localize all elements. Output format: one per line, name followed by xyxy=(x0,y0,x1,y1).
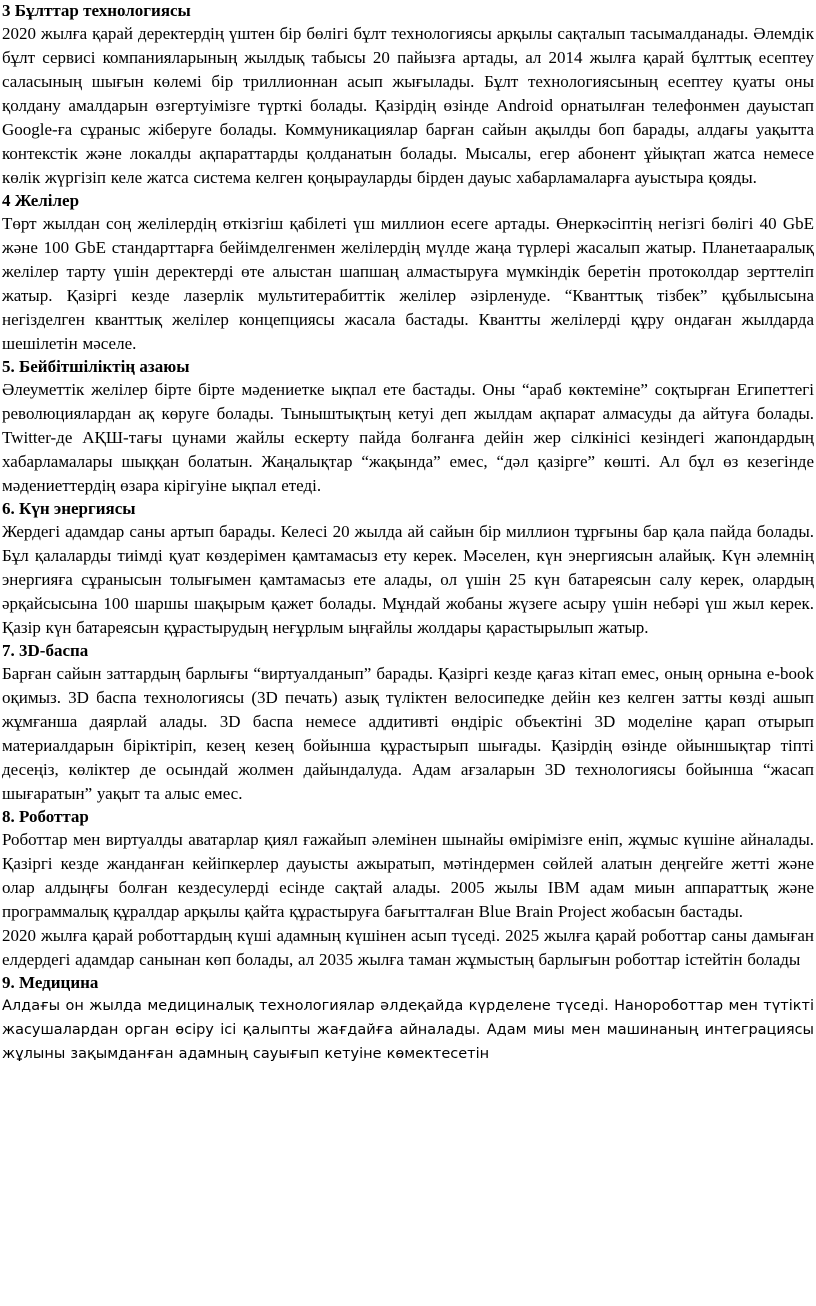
section-paragraph: Әлеуметтік желілер бірте бірте мәдениетке ықпал ете бастады. Оны “араб көктеміне” соқтырған Египеттегі революциялардан ақ көруге болады. Тыныштықтың кетуі деп жылдам ақпарат алмасуды да айтуға болады. Twitter-де АҚШ-тағы цунами жайлы ескерту пайда болғанға дейін жер сілкінісі кезіндегі жапондардың хабарламалары шыққан болатын. Жаңалықтар “жақында” емес, “дәл қазірге” көшті. Ал бұл өз кезегінде мәдениеттердің өзара кірігуіне ықпал етеді. xyxy=(2,380,814,495)
section-title: 5. Бейбітшіліктің азаюы xyxy=(2,357,190,376)
section-title: 7. 3D-баспа xyxy=(2,641,89,660)
section-decline-of-peace xyxy=(2,356,814,498)
section-paragraph: 2020 жылға қарай роботтардың күші адамның күшінен асып түседі. 2025 жылға қарай роботтар саны дамыған елдердегі адамдар санынан көп болады, ал 2035 жылға таман жұмыстың барлығын роботтар істейтін болады xyxy=(2,926,814,969)
section-title: 4 Желілер xyxy=(2,191,80,210)
section-paragraph: Жердегі адамдар саны артып барады. Келесі 20 жылда ай сайын бір миллион тұрғыны бар қала пайда болады. Бұл қалаларды тиімді қуат көздерімен қамтамасыз ету керек. Мәселен, күн энергиясын алайық. Күн әлемнің энергияға сұранысын толығымен қамтамасыз ете алады, ол үшін 25 күн батареясын салу керек, олардың әрқайсысына 100 шаршы шақырым қажет болады. Мұндай жобаны жүзеге асыру үшін небәрі үш жыл керек. Қазір күн батареясын құрастырудың неғұрлым ыңғайлы жолдары қарастырылып жатыр. xyxy=(2,522,814,637)
section-solar-energy xyxy=(2,498,814,640)
section-networks xyxy=(2,190,814,356)
section-title: 3 Бұлттар технологиясы xyxy=(2,1,191,20)
section-medicine xyxy=(2,972,814,1066)
section-title: 8. Роботтар xyxy=(2,807,89,826)
section-3d-printing xyxy=(2,640,814,806)
section-paragraph: Алдағы он жылда медициналық технологиялар әлдеқайда күрделене түседі. Нанороботтар мен түтікті жасушалардан орган өсіру ісі қалыпты жағдайға айналады. Адам миы мен машинаның интеграциясы жұлыны зақымданған адамның сауығып кетуіне көмектесетін xyxy=(2,998,814,1062)
section-paragraph: 2020 жылға қарай деректердің үштен бір бөлігі бұлт технологиясы арқылы сақталып тасымалданады. Әлемдік бұлт сервисі компанияларының жылдық табысы 20 пайызға артады, ал 2014 жылға қарай бұлттық есептеу саласының шығын көлемі бір триллионнан асып жығылады. Бұлт технологиясының есептеу қуаты оны қолдану амалдарын өзгертуімізге түрткі болады. Қазірдің өзінде Android орнатылған телефонмен дауыстап Google-ға сұраныс жіберуге болады. Коммуникациялар барған сайын ақылды боп барады, алдағы уақытта контекстік және локалды ақпараттарды қолданатын болады. Мысалы, егер абонент ұйықтап жатса немесе көлік жүргізіп келе жатса система келген қоңырауларды бірден дауыс хабарламаларға ауыстыра қояды. xyxy=(2,24,814,187)
section-title: 9. Медицина xyxy=(2,973,99,992)
section-paragraph: Роботтар мен виртуалды аватарлар қиял ғажайып әлемінен шынайы өмірімізге еніп, жұмыс күшіне айналады. Қазіргі кезде жанданған кейіпкерлер дауысты ажыратып, мәтіндермен сөйлей алатын деңгейге жетті және олар алдыңғы болған кездесулерді есінде сақтай алады. 2005 жылы IBM адам миын аппараттық және программалық құралдар арқылы қайта құрастыруға бағытталған Blue Brain Project жобасын бастады. xyxy=(2,830,814,921)
section-robots xyxy=(2,806,814,972)
section-paragraph: Барған сайын заттардың барлығы “виртуалданып” барады. Қазіргі кезде қағаз кітап емес, оның орнына e-book оқимыз. 3D баспа технологиясы (3D печать) азық түліктен велосипедке дейін кез келген затты көзді ашып жұмғанша даярлай алады. 3D баспа немесе аддитивті өндіріс объектіні 3D моделіне қарап отырып материалдарын біріктіріп, кезең кезең бойынша құрастырып шығады. Қазірдің өзінде ойыншықтар тіпті десеңіз, көліктер де осындай жолмен дайындалуда. Адам ағзаларын 3D технологиясы бойынша “жасап шығаратын” уақыт та алыс емес. xyxy=(2,664,814,803)
section-paragraph: Төрт жылдан соң желілердің өткізгіш қабілеті үш миллион есеге артады. Өнеркәсіптің негізгі бөлігі 40 GbE және 100 GbE стандарттарға бейімделгенмен желілердің мүлде жаңа түрлері жасалып жатыр. Планетааралық желілер тарту үшін деректерді өте алыстан шапшаң алмастыруға мүмкіндік беретін протоколдар зерттеліп жатыр. Қазіргі кезде лазерлік мультитерабиттік желілер әзірленуде. “Кванттық тізбек” құбылысына негізделген кванттық желілер концепциясы жасала бастады. Квантты желілерді құру ондаған жылдарда шешілетін мәселе. xyxy=(2,214,814,353)
section-cloud-technology xyxy=(2,0,814,190)
section-title: 6. Күн энергиясы xyxy=(2,499,136,518)
